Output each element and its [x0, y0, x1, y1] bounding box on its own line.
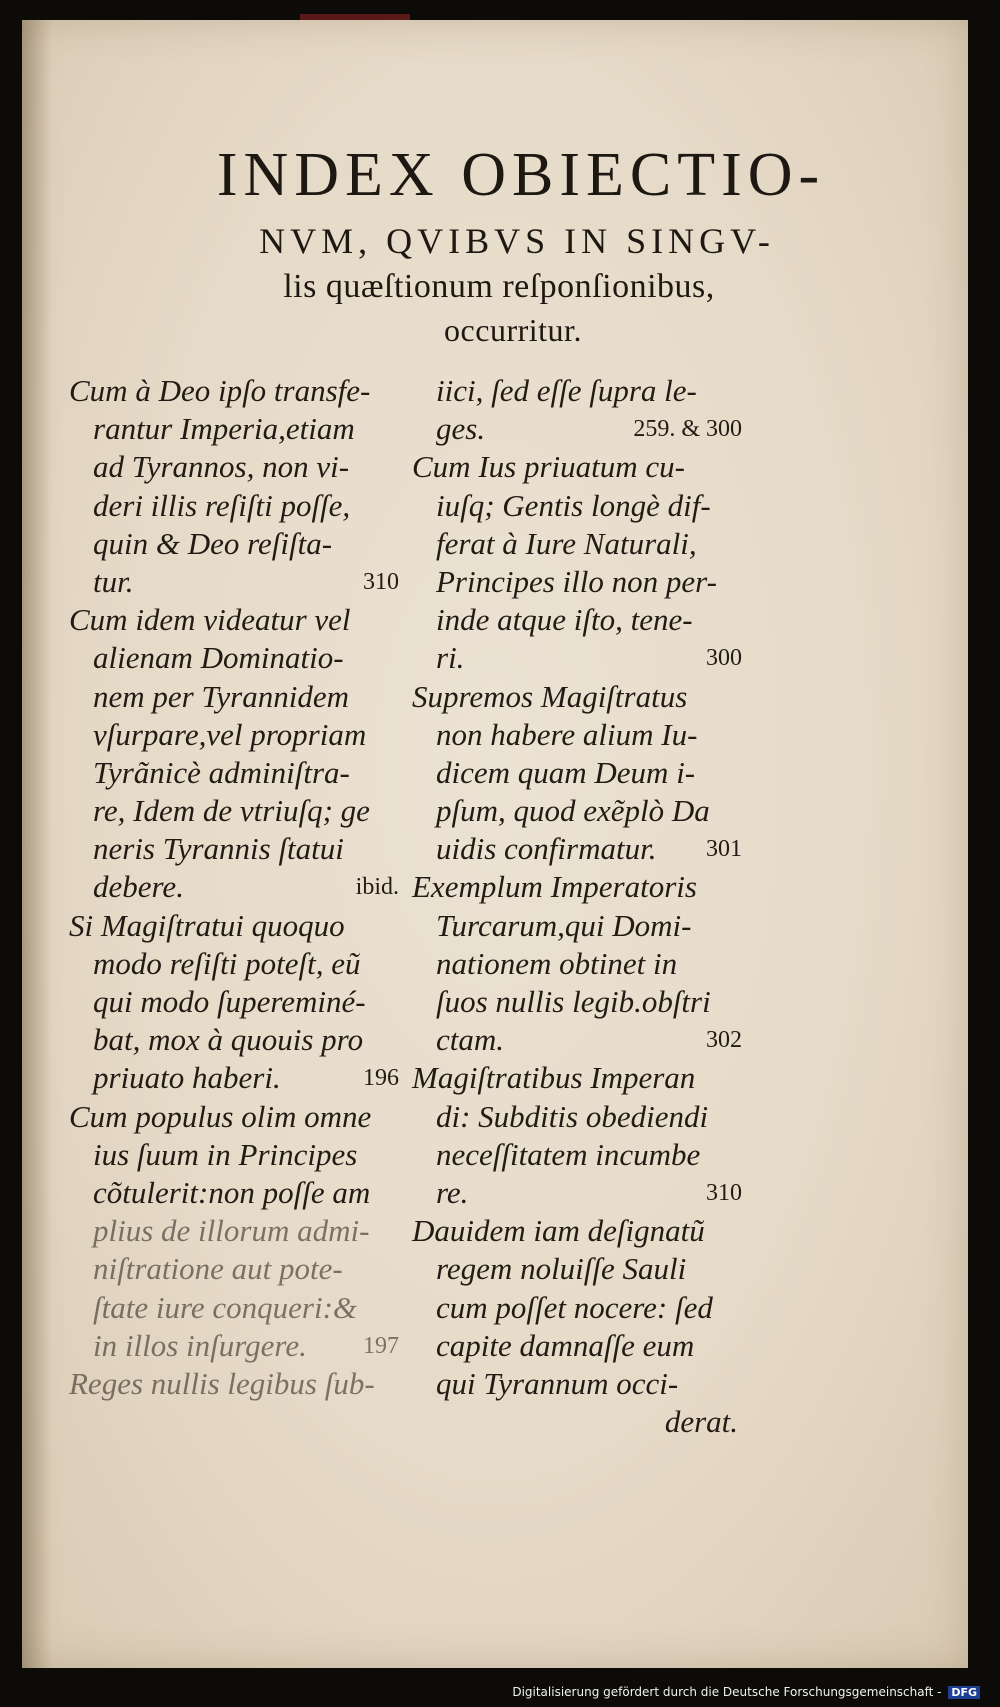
index-line — [69, 1174, 399, 1212]
index-line-text: neceſſitatem incumbe — [436, 1136, 701, 1172]
digitization-credit — [512, 1685, 980, 1699]
index-line — [69, 1136, 399, 1174]
index-line-text: dicem quam Deum i- — [436, 754, 696, 790]
index-line — [69, 1098, 399, 1136]
page-reference: 302 — [706, 1027, 742, 1054]
index-line-text: iuſq; Gentis longè dif- — [436, 487, 711, 523]
index-title-line-2: NVM, QVIBVS IN SINGV- — [259, 221, 775, 261]
left-column — [69, 372, 399, 1403]
book-page — [22, 20, 968, 1668]
index-line-text: Si Magiſtratui quoquo — [69, 907, 345, 943]
index-line — [69, 907, 399, 945]
index-line — [69, 868, 399, 906]
index-line-text: qui Tyrannum occi- — [436, 1365, 679, 1401]
index-line-text: non habere alium Iu- — [436, 716, 698, 752]
index-line — [69, 1289, 399, 1327]
index-line-text: niſtratione aut pote- — [93, 1251, 343, 1287]
index-line — [69, 1327, 399, 1365]
index-line-text: ri. — [436, 640, 465, 676]
index-title-line-1: INDEX OBIECTIO- — [216, 141, 826, 209]
index-line — [412, 487, 742, 525]
index-line — [69, 601, 399, 639]
index-line — [412, 754, 742, 792]
page-reference: ibid. — [355, 874, 399, 901]
index-line — [412, 1289, 742, 1327]
page-reference: 301 — [706, 836, 742, 863]
index-line — [412, 945, 742, 983]
index-line — [412, 1098, 742, 1136]
index-line — [69, 678, 399, 716]
index-line-text: tur. — [93, 563, 134, 599]
index-line-text: rantur Imperia,etiam — [93, 411, 355, 447]
index-line-text: qui modo ſupereminé- — [93, 984, 366, 1019]
index-line-text: Cum populus olim omne — [69, 1098, 372, 1134]
index-line-text: regem noluiſſe Sauli — [436, 1251, 687, 1287]
index-line — [412, 716, 742, 754]
index-line-text: Supremos Magiſtratus — [412, 678, 688, 714]
index-line — [412, 639, 742, 677]
right-column — [412, 372, 742, 1441]
index-line-text: pſum, quod exẽplò Da — [436, 793, 710, 829]
index-title-line-3: lis quæſtionum reſponſionibus, — [283, 268, 715, 305]
index-line — [69, 1212, 399, 1250]
index-line — [69, 830, 399, 868]
index-line — [412, 1327, 742, 1365]
index-line — [412, 525, 742, 563]
index-line-text: inde atque iſto, tene- — [436, 602, 693, 638]
index-line — [412, 678, 742, 716]
index-line — [69, 716, 399, 754]
index-line — [69, 1365, 399, 1403]
index-line-text: cõtulerit:non poſſe am — [93, 1174, 371, 1210]
index-line — [412, 868, 742, 906]
page-reference: 196 — [363, 1065, 399, 1092]
index-line — [69, 983, 399, 1021]
index-line — [69, 448, 399, 486]
index-line-text: priuato haberi. — [93, 1060, 281, 1096]
index-line — [69, 639, 399, 677]
index-line — [412, 1250, 742, 1288]
index-line-text: modo reſiſti poteſt, eũ — [93, 945, 361, 981]
index-line — [412, 1059, 742, 1097]
index-line — [69, 945, 399, 983]
index-line-text: re, Idem de vtriuſq; ge — [93, 793, 370, 829]
index-line-text: derat. — [664, 1404, 738, 1440]
dfg-logo: DFG — [948, 1686, 980, 1699]
index-line — [69, 525, 399, 563]
index-line — [412, 1403, 742, 1441]
index-line-text: ges. — [436, 411, 486, 447]
index-line-text: deri illis reſiſti poſſe, — [93, 487, 351, 523]
index-line-text: bat, mox à quouis pro — [93, 1022, 364, 1058]
index-line-text: plius de illorum admi- — [93, 1213, 370, 1249]
index-line — [412, 601, 742, 639]
index-line — [412, 372, 742, 410]
index-line — [412, 792, 742, 830]
index-line-text: Exemplum Imperatoris — [412, 869, 697, 905]
index-line-text: nationem obtinet in — [436, 945, 678, 981]
index-line — [69, 410, 399, 448]
index-line-text: vſurpare,vel propriam — [93, 716, 367, 752]
index-line-text: Magiſtratibus Imperan — [412, 1060, 696, 1096]
index-line — [412, 830, 742, 868]
page-reference: 197 — [363, 1332, 399, 1359]
index-line — [69, 563, 399, 601]
index-line-text: uidis confirmatur. — [436, 831, 657, 867]
index-line-text: Principes illo non per- — [436, 563, 717, 599]
page-reference: 259. & 300 — [633, 416, 742, 443]
index-line — [412, 907, 742, 945]
index-line-text: di: Subditis obediendi — [436, 1098, 709, 1134]
index-line-text: Turcarum,qui Domi- — [436, 907, 692, 943]
index-line-text: quin & Deo reſiſta- — [93, 525, 333, 561]
index-line-text: ctam. — [436, 1022, 505, 1058]
index-line — [412, 1174, 742, 1212]
index-line — [69, 792, 399, 830]
index-line — [412, 1136, 742, 1174]
index-line — [69, 487, 399, 525]
index-line — [412, 1212, 742, 1250]
index-line-text: Tyrãnicè adminiſtra- — [93, 754, 350, 790]
index-line — [412, 1021, 742, 1059]
index-line-text: Dauidem iam deſignatũ — [412, 1213, 705, 1249]
index-line-text: ferat à Iure Naturali, — [436, 525, 697, 561]
index-line — [412, 563, 742, 601]
index-line — [412, 448, 742, 486]
page-reference: 310 — [706, 1179, 742, 1206]
index-line — [412, 410, 742, 448]
index-line-text: cum poſſet nocere: ſed — [436, 1289, 713, 1325]
index-line-text: debere. — [93, 869, 184, 905]
index-line-text: ius ſuum in Principes — [93, 1136, 358, 1172]
index-line — [69, 1250, 399, 1288]
index-line — [69, 1021, 399, 1059]
index-line-text: Reges nullis legibus ſub- — [69, 1365, 375, 1401]
index-line-text: ſtate iure conqueri:& — [93, 1289, 358, 1325]
page-reference: 310 — [363, 568, 399, 595]
index-line-text: ad Tyrannos, non vi- — [93, 449, 350, 485]
index-line-text: ſuos nullis legib.obſtri — [436, 984, 711, 1019]
index-line-text: Cum Ius priuatum cu- — [412, 449, 685, 485]
credit-text: Digitalisierung gefördert durch die Deutsche Forschungsgemeinschaft - — [512, 1685, 942, 1699]
index-line — [69, 754, 399, 792]
index-line-text: Cum idem videatur vel — [69, 602, 351, 638]
index-line — [412, 1365, 742, 1403]
index-line-text: alienam Dominatio- — [93, 640, 344, 676]
index-title-line-4: occurritur. — [444, 312, 582, 348]
index-line-text: in illos inſurgere. — [93, 1327, 307, 1363]
index-line — [412, 983, 742, 1021]
index-line-text: capite damnaſſe eum — [436, 1327, 695, 1363]
index-line-text: nem per Tyrannidem — [93, 678, 349, 714]
page-reference: 300 — [706, 645, 742, 672]
index-line-text: re. — [436, 1174, 469, 1210]
index-line-text: Cum à Deo ipſo transfe- — [69, 373, 371, 408]
index-line — [69, 372, 399, 410]
index-line-text: neris Tyrannis ſtatui — [93, 831, 344, 867]
index-line-text: iici, ſed eſſe ſupra le- — [436, 373, 697, 408]
index-line — [69, 1059, 399, 1097]
